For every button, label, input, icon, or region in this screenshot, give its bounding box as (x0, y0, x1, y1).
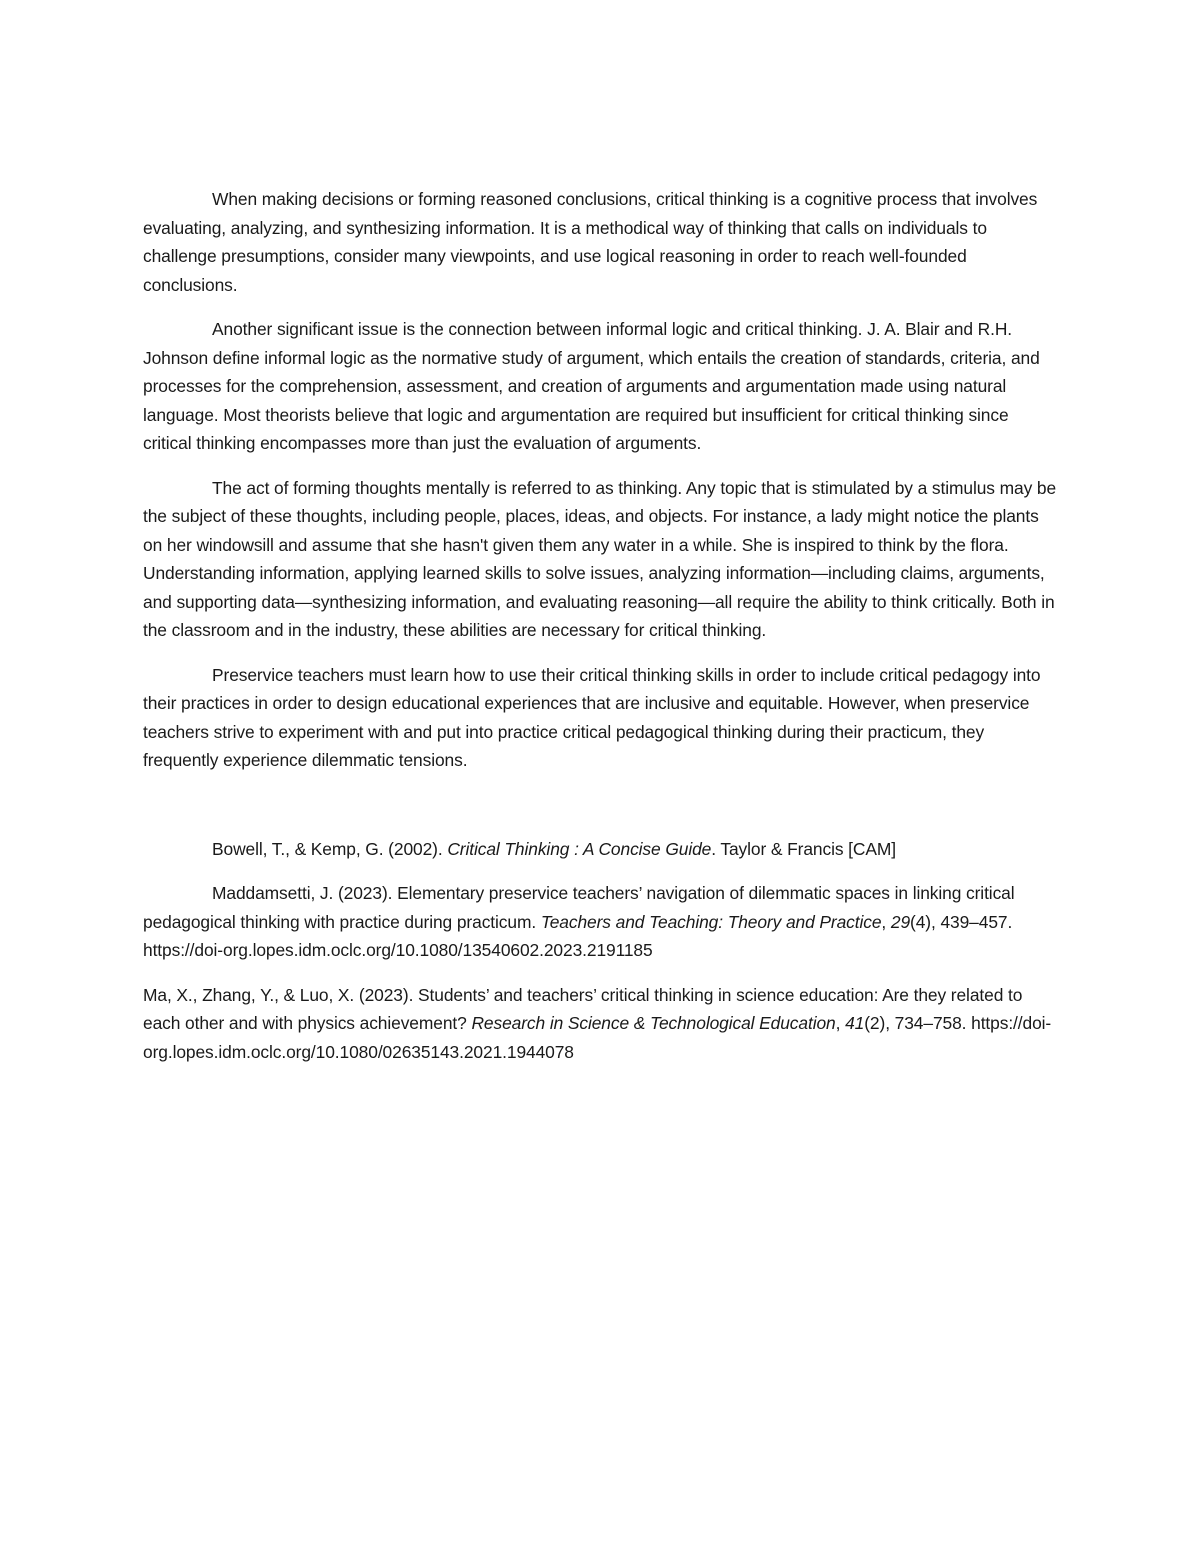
paragraph-critical-thinking-definition: When making decisions or forming reasoned conclusions, critical thinking is a cognitive process that involves evaluating, analyzing, and synthesizing information. It is a methodical way of thinking that calls on individuals to challenge presumptions, consider many viewpoints, and use logical reasoning in order to reach well-founded conclusions. (143, 189, 1038, 295)
reference-volume: 41 (845, 1013, 865, 1033)
reference-title: Critical Thinking : A Concise Guide (447, 838, 712, 859)
reference-comma: , (835, 1013, 846, 1033)
reference-publisher: . Taylor & Francis [CAM] (711, 838, 896, 859)
reference-journal: Teachers and Teaching: Theory and Practice (540, 911, 882, 932)
document-body (143, 185, 1061, 1082)
reference-comma: , (881, 911, 891, 932)
reference-authors: Bowell, T., & Kemp, G. (2002). (212, 838, 448, 859)
reference-pages-doi: (2), 734–758. https://doi-org.lopes.idm.oclc.org/10.1080/02635143.2021.1944078 (143, 1013, 1052, 1062)
reference-maddamsetti (143, 879, 1061, 965)
reference-bowell-kemp (143, 835, 1061, 864)
paragraph-preservice-teachers: Preservice teachers must learn how to use their critical thinking skills in order to include critical pedagogy into their practices in order to design educational experiences that are inclusive and equitable. However, when preservice teachers strive to experiment with and put into practice critical pedagogical thinking during their practicum, they frequently experience dilemmatic tensions. (143, 664, 1041, 770)
reference-volume: 29 (890, 911, 911, 932)
reference-journal: Research in Science & Technological Education (471, 1013, 836, 1033)
paragraph-informal-logic: Another significant issue is the connection between informal logic and critical thinking. J. A. Blair and R.H. Johnson define informal logic as the normative study of argument, which entails the creation of standards, criteria, and processes for the comprehension, assessment, and creation of arguments and argumentation made using natural language. Most theorists believe that logic and argumentation are required but insufficient for critical thinking since critical thinking encompasses more than just the evaluation of arguments. (143, 319, 1040, 453)
reference-pages-doi: (4), 439–457. https://doi-org.lopes.idm.oclc.org/10.1080/13540602.2023.2191185 (143, 911, 1013, 960)
reference-ma-zhang-luo (143, 981, 1061, 1067)
reference-lead: Maddamsetti, J. (2023). Elementary preservice teachers’ navigation of dilemmatic spaces in linking critical pedagogical thinking with practice during practicum. (143, 883, 1015, 932)
paragraph-act-of-thinking: The act of forming thoughts mentally is referred to as thinking. Any topic that is stimulated by a stimulus may be the subject of these thoughts, including people, places, ideas, and objects. For instance, a lady might notice the plants on her windowsill and assume that she hasn't given them any water in a while. She is inspired to think by the flora. Understanding information, applying learned skills to solve issues, analyzing information—including claims, arguments, and supporting data—synthesizing information, and evaluating reasoning—all require the ability to think critically. Both in the classroom and in the industry, these abilities are necessary for critical thinking. (143, 477, 1057, 640)
reference-lead: Ma, X., Zhang, Y., & Luo, X. (2023). Students’ and teachers’ critical thinking in science education: Are they related to each other and with physics achievement? (143, 984, 1023, 1033)
section-spacer (143, 791, 1061, 835)
